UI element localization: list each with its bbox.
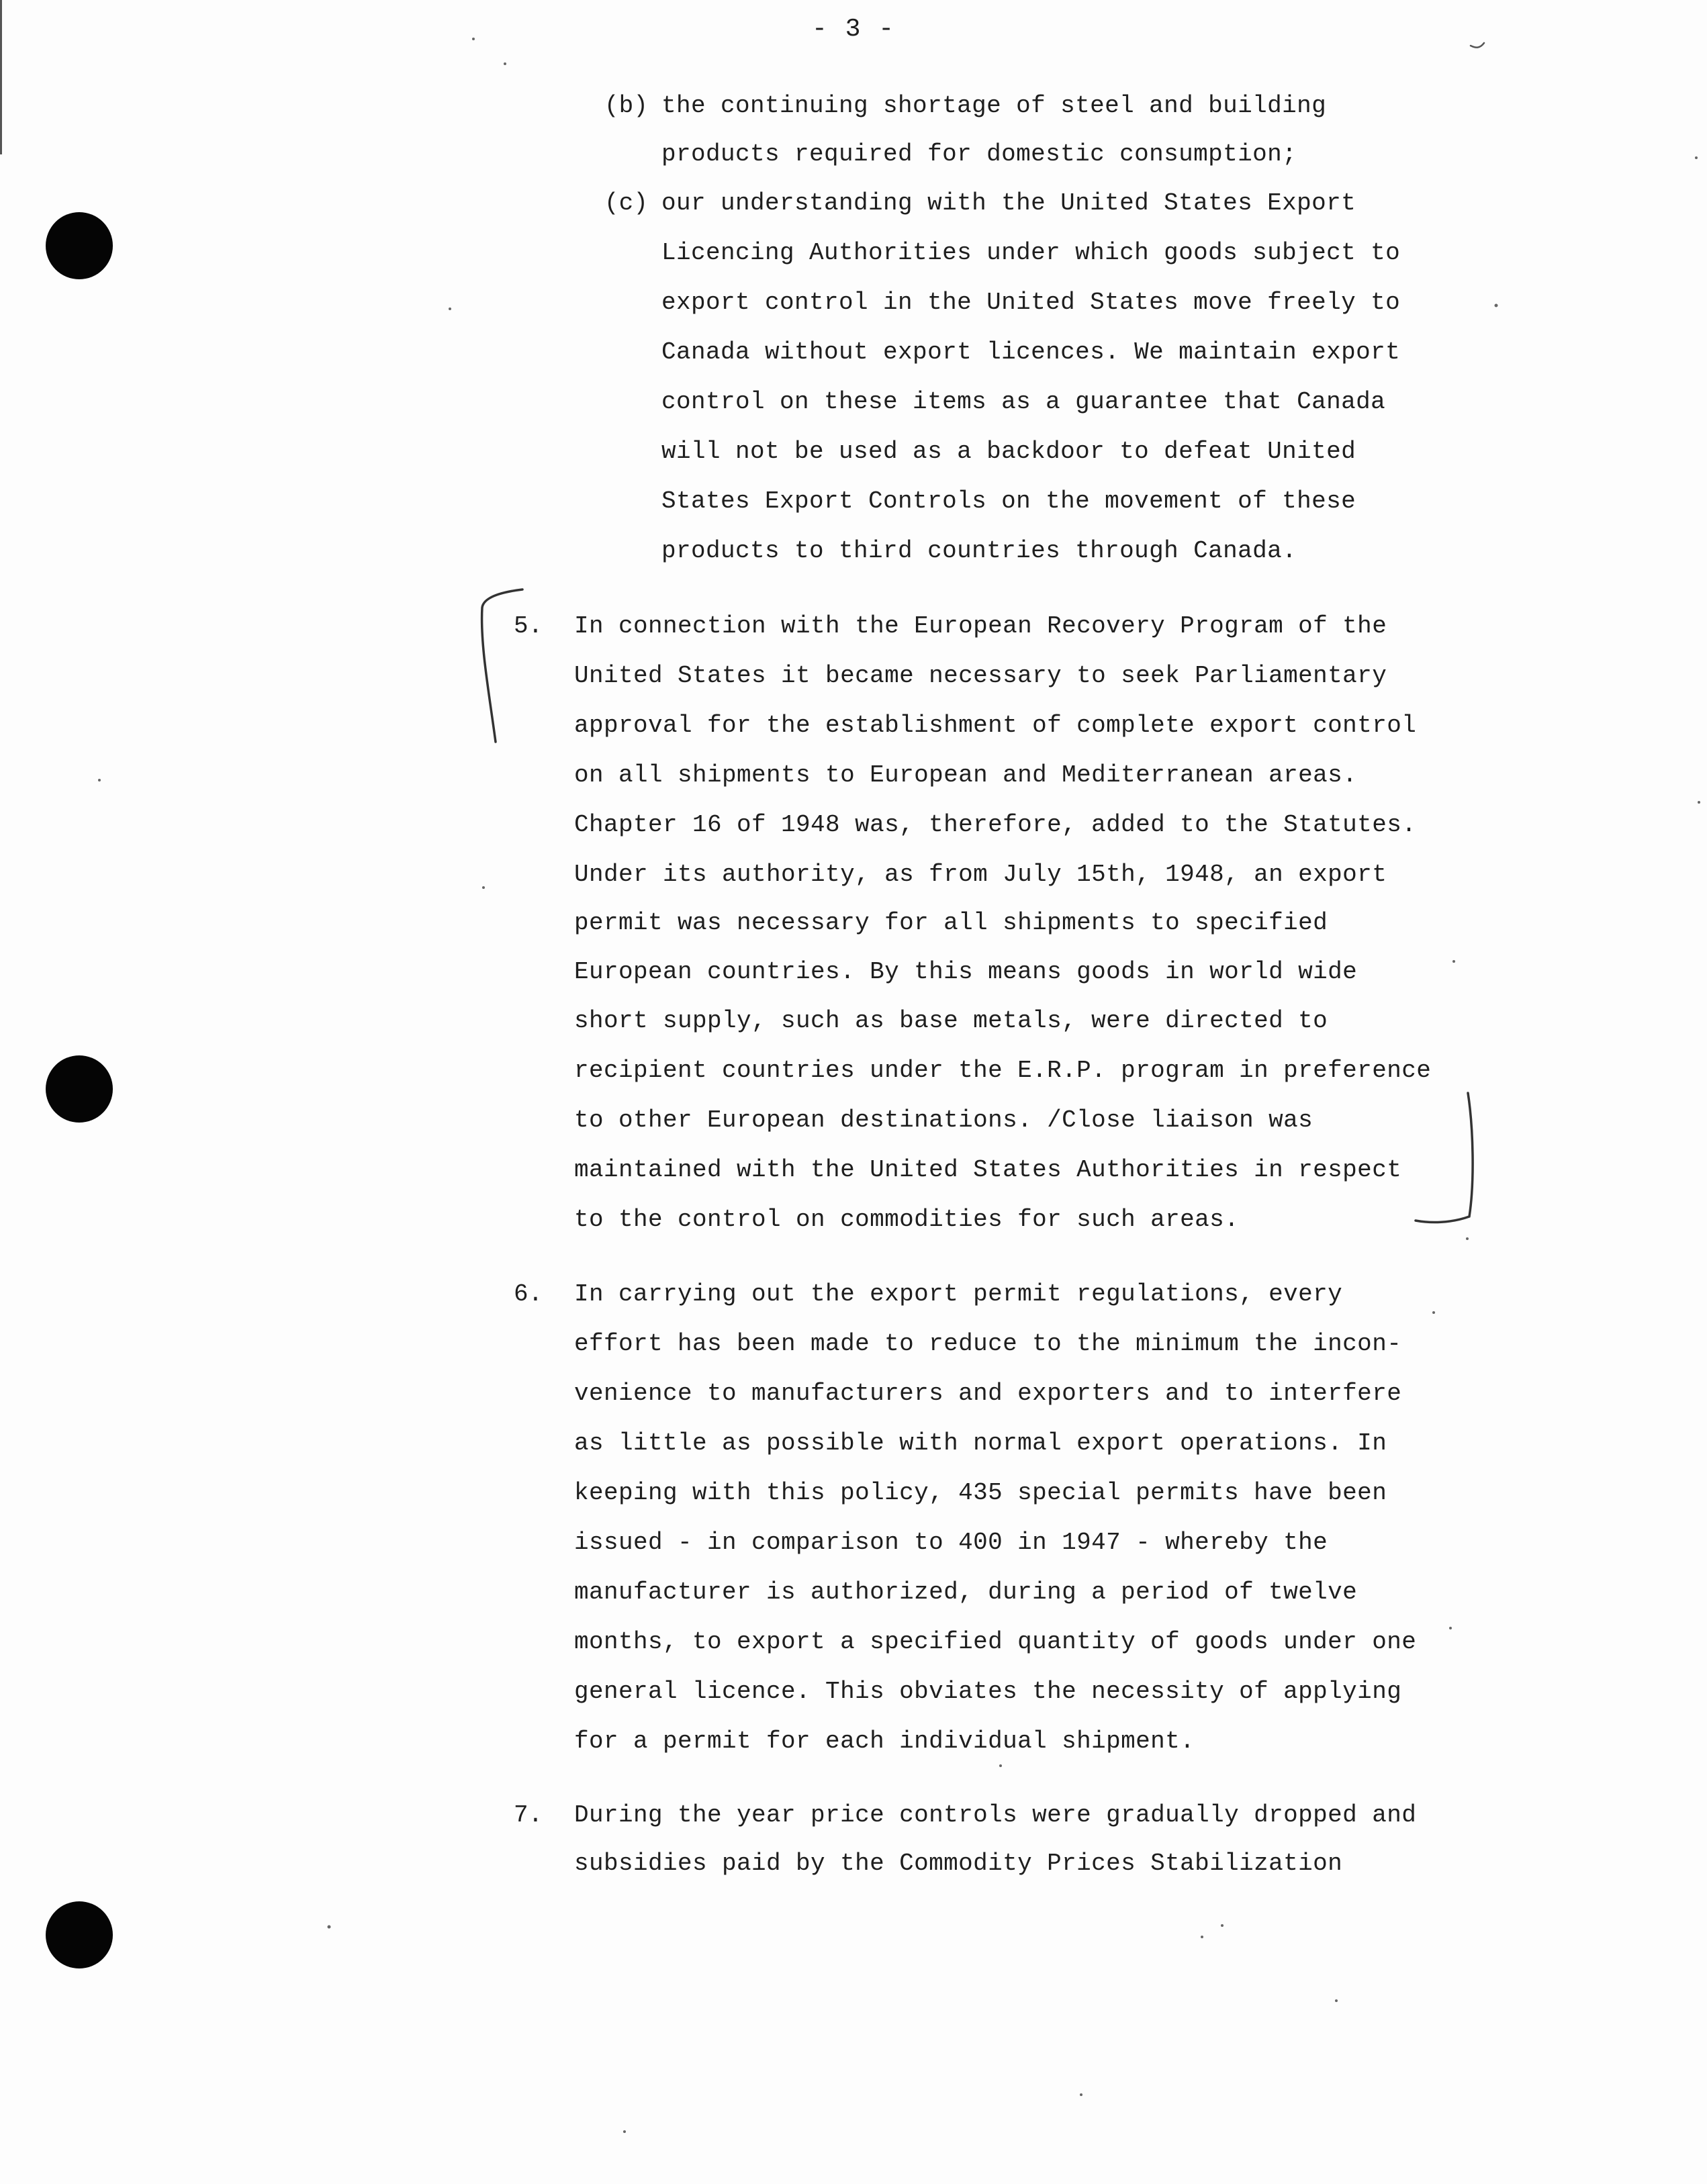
paragraph-6-line-3: venience to manufacturers and exporters and to interfere bbox=[574, 1380, 1402, 1407]
item-b-label: (b) bbox=[604, 92, 648, 120]
paragraph-6-line-6: issued - in comparison to 400 in 1947 - whereby the bbox=[574, 1529, 1328, 1556]
item-c-line-1: our understanding with the United States Export bbox=[661, 189, 1356, 217]
paragraph-6-line-7: manufacturer is authorized, during a period of twelve bbox=[574, 1578, 1358, 1606]
item-b-line-2: products required for domestic consumption; bbox=[661, 140, 1297, 168]
paragraph-5-line-1: In connection with the European Recovery Program of the bbox=[574, 612, 1387, 640]
paragraph-5-line-5: Chapter 16 of 1948 was, therefore, added to the Statutes. bbox=[574, 811, 1417, 839]
item-c-line-3: export control in the United States move freely to bbox=[661, 289, 1401, 316]
paragraph-7-line-2: subsidies paid by the Commodity Prices Stabilization bbox=[574, 1850, 1343, 1877]
corner-tick-mark bbox=[1471, 43, 1484, 48]
item-c-line-6: will not be used as a backdoor to defeat United bbox=[661, 438, 1356, 465]
paragraph-5-line-4: on all shipments to European and Mediterranean areas. bbox=[574, 761, 1358, 789]
left-bracket-mark bbox=[482, 589, 522, 742]
item-b-line-1: the continuing shortage of steel and building bbox=[661, 92, 1327, 120]
paragraph-6-line-9: general licence. This obviates the necessity of applying bbox=[574, 1678, 1402, 1705]
paragraph-5-line-9: short supply, such as base metals, were directed to bbox=[574, 1007, 1328, 1035]
item-c-line-5: control on these items as a guarantee that Canada bbox=[661, 388, 1386, 416]
paragraph-6-line-4: as little as possible with normal export operations. In bbox=[574, 1429, 1387, 1457]
paragraph-5-line-6: Under its authority, as from July 15th, 1948, an export bbox=[574, 861, 1387, 888]
paragraph-6-line-8: months, to export a specified quantity of goods under one bbox=[574, 1628, 1417, 1656]
paragraph-6-line-5: keeping with this policy, 435 special permits have been bbox=[574, 1479, 1387, 1507]
item-c-line-8: products to third countries through Canada. bbox=[661, 537, 1297, 565]
page-number: - 3 - bbox=[811, 15, 896, 44]
paragraph-6-line-1: In carrying out the export permit regulations, every bbox=[574, 1280, 1343, 1308]
item-c-label: (c) bbox=[604, 189, 648, 217]
paragraph-5-line-12: maintained with the United States Authorities in respect bbox=[574, 1156, 1402, 1184]
paragraph-5-line-13: to the control on commodities for such areas. bbox=[574, 1206, 1240, 1233]
paragraph-6-line-10: for a permit for each individual shipment. bbox=[574, 1727, 1195, 1755]
item-c-line-7: States Export Controls on the movement of these bbox=[661, 487, 1356, 515]
paragraph-5-line-8: European countries. By this means goods in world wide bbox=[574, 958, 1358, 986]
paragraph-7-number: 7. bbox=[514, 1801, 543, 1829]
paragraph-5-line-10: recipient countries under the E.R.P. program in preference bbox=[574, 1057, 1432, 1084]
paragraph-7-line-1: During the year price controls were gradually dropped and bbox=[574, 1801, 1417, 1829]
paragraph-5-line-2: United States it became necessary to seek Parliamentary bbox=[574, 662, 1387, 690]
item-c-line-4: Canada without export licences. We maintain export bbox=[661, 338, 1401, 366]
paragraph-6-number: 6. bbox=[514, 1280, 543, 1308]
item-c-line-2: Licencing Authorities under which goods subject to bbox=[661, 239, 1401, 267]
paragraph-6-line-2: effort has been made to reduce to the minimum the incon- bbox=[574, 1330, 1402, 1358]
paragraph-5-line-11: to other European destinations. /Close liaison was bbox=[574, 1106, 1313, 1134]
paragraph-5-number: 5. bbox=[514, 612, 543, 640]
scan-specks bbox=[98, 38, 1700, 2133]
right-bracket-mark bbox=[1416, 1093, 1473, 1222]
paragraph-5-line-3: approval for the establishment of complete export control bbox=[574, 712, 1417, 739]
paragraph-5-line-7: permit was necessary for all shipments to specified bbox=[574, 909, 1328, 937]
